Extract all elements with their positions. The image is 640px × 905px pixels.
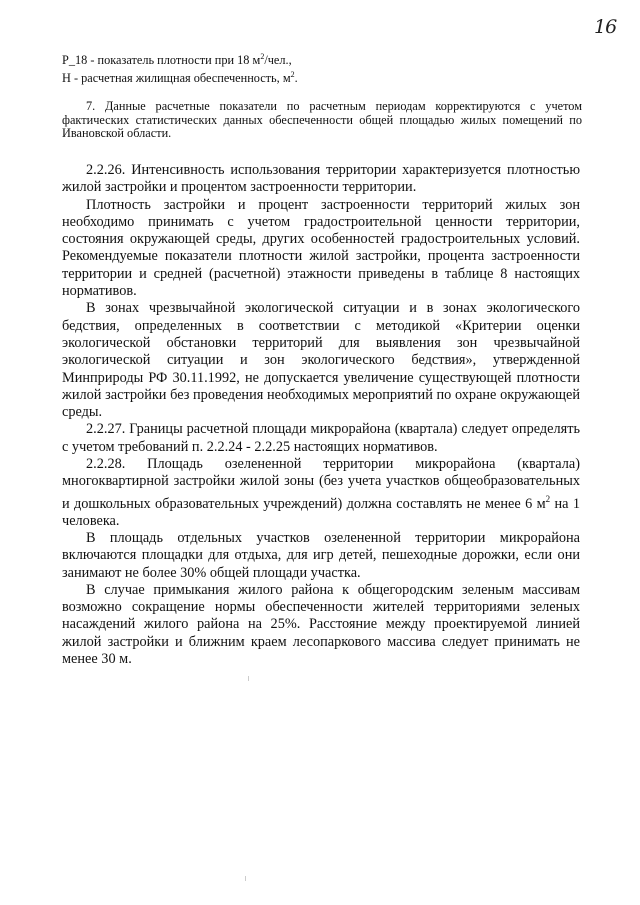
paragraph-2-2-27: 2.2.27. Границы расчетной площади микрорайона (квартала) следует определять с учетом требований п. 2.2.24 - 2.2.25 настоящих нормативов.	[62, 421, 580, 455]
paragraph-ecology-zones: В зонах чрезвычайной экологической ситуации и в зонах экологического бедствия, определенных в соответствии с методикой «Критерии оценки экологической обстановки территорий для выявления зон чрезвычайной экологической ситуации и зон экологического бедствия», утвержденной Минприроды РФ 30.11.1992, не допускается увеличение существующей плотности жилой застройки без проведения необходимых мероприятий по охране окружающей среды.	[62, 300, 580, 421]
paragraph-forest-park: В случае примыкания жилого района к общегородским зеленым массивам возможно сокращение нормы обеспеченности жителей территориями зеленых насаждений жилого района на 25%. Расстояние между проектируемой линией жилой застройки и ближним краем лесопаркового массива следует принимать не менее 30 м.	[62, 581, 580, 668]
legend-p18-sup: 2	[260, 52, 265, 61]
legend-p18-label: Р_18	[62, 53, 88, 68]
paragraph-density: Плотность застройки и процент застроенности территорий жилых зон необходимо принимать с учетом градостроительной ценности территории, состояния окружающей среды, других особенностей градостроительных условий. Рекомендуемые показатели плотности жилой застройки, процента застроенности территории и средней (расчетной) этажности приведены в таблице 8 настоящих нормативов.	[62, 196, 580, 300]
note-paragraph: 7. Данные расчетные показатели по расчетным периодам корректируются с учетом фактических статистических данных обеспеченности общей площадью жилых помещений по Ивановской области.	[62, 99, 582, 140]
paragraph-green-area: В площадь отдельных участков озелененной территории микрорайона включаются площадки для отдыха, для игр детей, пешеходные дорожки, если они занимают не более 30% общей площади участка.	[62, 530, 580, 581]
legend-line-p18	[62, 50, 582, 68]
paragraph-2-2-28-tail: на 1 человека.	[62, 495, 580, 529]
paragraph-2-2-28-sup: 2	[545, 493, 551, 504]
paragraph-2-2-26: 2.2.26. Интенсивность использования территории характеризуется плотностью жилой застройки и процентом застроенности территории.	[62, 162, 580, 196]
scan-mark-bottom	[245, 876, 246, 881]
legend-h-tail: .	[294, 70, 298, 85]
legend-h-sup: 2	[290, 69, 295, 79]
legend-p18-tail: /чел.,	[264, 53, 292, 68]
legend-p18-text: - показатель плотности при 18 м	[90, 53, 261, 68]
scan-mark-top	[248, 676, 249, 681]
page-number: 16	[594, 16, 617, 38]
document-body	[62, 162, 580, 668]
legend-h-label: Н	[62, 70, 71, 85]
paragraph-2-2-28-text: 2.2.28. Площадь озелененной территории микрорайона (квартала) многоквартирной застройки жилой зоны (без учета участков общеобразовательных и дошкольных образовательных учреждений) должна составлять не менее 6 м	[62, 456, 580, 512]
formula-legend	[62, 50, 582, 85]
legend-h-text: - расчетная жилищная обеспеченность, м	[73, 70, 291, 85]
legend-line-h	[62, 68, 582, 86]
paragraph-2-2-28	[62, 456, 580, 530]
